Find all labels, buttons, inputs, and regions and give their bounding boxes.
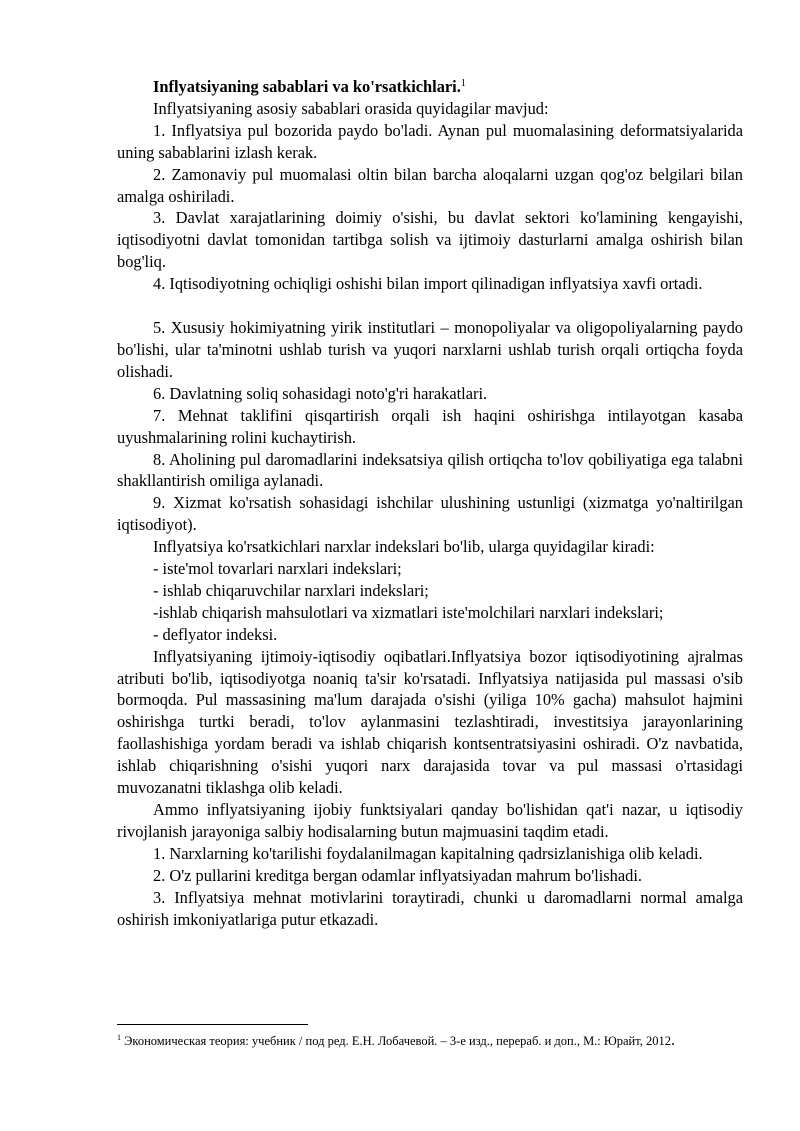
paragraph-effect-1: 1. Narxlarning ko'tarilishi foydalanilmagan kapitalning qadrsizlanishiga olib keladi. [153, 843, 703, 863]
paragraph-cause-2: 2. Zamonaviy pul muomalasi oltin bilan barcha aloqalarni uzgan qog'oz belgilari bilan amalga oshiriladi. [117, 164, 743, 206]
footnote-text: Экономическая теория: учебник / под ред. Е.Н. Лобачевой. – 3-е изд., перераб. и доп., М.: Юрайт, 2012 [124, 1034, 672, 1048]
list-item: - deflyator indeksi. [153, 624, 278, 644]
list-item: - ishlab chiqaruvchilar narxlari indekslari; [153, 580, 429, 600]
paragraph-cause-3: 3. Davlat xarajatlarining doimiy o'sishi, bu davlat sektori ko'lamining kengayishi, iqtisodiyotni davlat tomonidan tartibga solish va ijtimoiy dasturlarni amalga oshirish bilan bog'liq. [117, 208, 743, 272]
paragraph-cause-8: 8. Aholining pul daromadlarini indeksatsiya qilish ortiqcha to'lov qobiliyatiga ega talabni shakllantirish omiliga aylanadi. [117, 449, 743, 491]
paragraph-consequences: Inflyatsiyaning ijtimoiy-iqtisodiy oqibatlari.Inflyatsiya bozor iqtisodiyotining ajralmas atributi bo'lib, iqtisodiyotga noaniq ta'sir ko'rsatadi. Inflyatsiya natijasida pul massasi o'sib bormoqda. Pul massasining ma'lum darajada o'sishi (yiliga 10% gacha) mahsulot hajmini oshirishga turtki beradi, to'lov aylanmasini tezlashtiradi, investitsiya jarayonlarining faollashishiga yordam beradi va ishlab chiqarish kontsentratsiyasini oshiradi. O'z navbatida, ishlab chiqarishning o'sishi yuqori narx darajasida tovar va pul massasi o'rtasidagi muvozanatni tiklashga olib keladi. [117, 646, 743, 798]
paragraph-cause-7: 7. Mehnat taklifini qisqartirish orqali ish haqini oshirishga intilayotgan kasaba uyushmalarining rolini kuchaytirish. [117, 405, 743, 447]
paragraph-effect-3: 3. Inflyatsiya mehnat motivlarini toraytiradi, chunki u daromadlarni normal amalga oshirish imkoniyatlariga putur etkazadi. [117, 887, 743, 929]
footnote-ref: 1 [460, 78, 466, 89]
footnote-end: . [671, 1032, 676, 1049]
footnote-mark: 1 [117, 1033, 121, 1042]
list-item: -ishlab chiqarish mahsulotlari va xizmatlari iste'molchilari narxlari indekslari; [153, 602, 664, 622]
paragraph-cause-6: 6. Davlatning soliq sohasidagi noto'g'ri harakatlari. [153, 383, 488, 403]
paragraph-cause-5: 5. Xususiy hokimiyatning yirik institutlari – monopoliyalar va oligopoliyalarning paydo bo'lishi, ular ta'minotni ushlab turish va yuqori narxlarni ushlab turish orqali ortiqcha foyda olishadi. [117, 318, 743, 381]
paragraph-cause-4: 4. Iqtisodiyotning ochiqligi oshishi bilan import qilinadigan inflyatsiya xavfi ortadi. [153, 274, 703, 294]
paragraph-however: Ammo inflyatsiyaning ijobiy funktsiyalari qanday bo'lishidan qat'i nazar, u iqtisodiy rivojlanish jarayoniga salbiy hodisalarning butun majmuasini taqdim etadi. [117, 800, 743, 841]
footnote [117, 1033, 757, 1049]
paragraph-cause-1: 1. Inflyatsiya pul bozorida paydo bo'ladi. Aynan pul muomalasining deformatsiyalarida uning sabablarini izlash kerak. [117, 120, 743, 162]
paragraph-effect-2: 2. O'z pullarini kreditga bergan odamlar inflyatsiyadan mahrum bo'lishadi. [153, 865, 642, 885]
section-title [117, 76, 743, 98]
paragraph-cause-9: 9. Xizmat ko'rsatish sohasidagi ishchilar ulushining ustunligi (xizmatga yo'naltirilgan iqtisodiyot). [117, 493, 743, 535]
paragraph-indicators: Inflyatsiya ko'rsatkichlari narxlar indekslari bo'lib, ularga quyidagilar kiradi: [153, 537, 655, 557]
blank-line [117, 295, 743, 317]
footnote-separator [117, 1024, 308, 1025]
document-body [117, 76, 743, 930]
paragraph-intro: Inflyatsiyaning asosiy sabablari orasida quyidagilar mavjud: [153, 98, 549, 118]
title-text: Inflyatsiyaning sabablari va ko'rsatkichlari. [153, 77, 461, 96]
list-item: - iste'mol tovarlari narxlari indekslari; [153, 559, 402, 579]
